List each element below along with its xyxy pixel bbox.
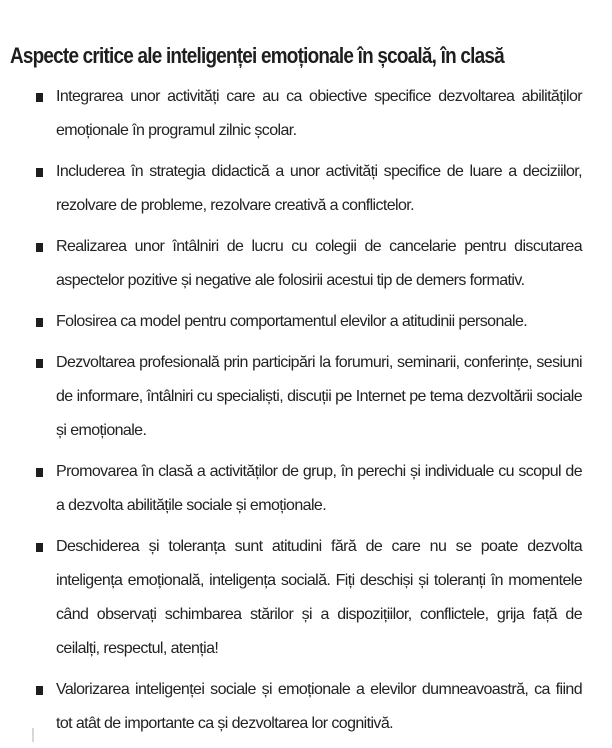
square-bullet-icon xyxy=(36,543,43,552)
square-bullet-icon xyxy=(36,686,43,695)
list-item xyxy=(36,230,582,298)
list-item-text: Deschiderea și toleranța sunt atitudini fără de care nu se poate dezvolta inteligența emoțională, inteligența socială. Fiți deschiși și toleranți în momentele când observați schimbarea stărilor și a dispozițiilor, conflictele, grija față de ceilalți, respectul, atenția! xyxy=(56,538,582,657)
list-item-text: Realizarea unor întâlniri de lucru cu colegii de cancelarie pentru discutarea aspectelor pozitive și negative ale folosirii acestui tip de demers formativ. xyxy=(56,238,582,289)
list-item xyxy=(36,673,582,741)
list-item-text: Dezvoltarea profesională prin participări la forumuri, seminarii, conferințe, sesiuni de informare, întâlniri cu specialiști, discuții pe Internet pe tema dezvoltării sociale și emoționale. xyxy=(56,354,582,439)
list-item-text: Includerea în strategia didactică a unor activități specifice de luare a deciziilor, rezolvare de probleme, rezolvare creativă a conflictelor. xyxy=(56,163,582,214)
square-bullet-icon xyxy=(36,359,43,368)
page-title: Aspecte critice ale inteligenței emoționale în școală, în clasă xyxy=(10,42,504,68)
list-item-text: Promovarea în clasă a activităților de grup, în perechi și individuale cu scopul de a dezvolta abilitățile sociale și emoționale. xyxy=(56,463,582,514)
list-item-text: Folosirea ca model pentru comportamentul elevilor a atitudinii personale. xyxy=(56,313,528,330)
list-item xyxy=(36,80,582,148)
list-item xyxy=(36,155,582,223)
square-bullet-icon xyxy=(36,468,43,477)
square-bullet-icon xyxy=(36,318,43,327)
list-item xyxy=(36,346,582,448)
list-item-text: Integrarea unor activități care au ca obiective specifice dezvoltarea abilităților emoționale în programul zilnic școlar. xyxy=(56,88,582,139)
list-item xyxy=(36,530,582,666)
square-bullet-icon xyxy=(36,243,43,252)
list-item xyxy=(36,305,582,339)
list-item xyxy=(36,455,582,523)
square-bullet-icon xyxy=(36,93,43,102)
square-bullet-icon xyxy=(36,168,43,177)
page-edge-mark xyxy=(32,728,34,742)
list-item-text: Valorizarea inteligenței sociale și emoționale a elevilor dumneavoastră, ca fiind tot atât de importante ca și dezvoltarea lor cognitivă. xyxy=(56,681,582,732)
bullet-list xyxy=(36,80,582,748)
